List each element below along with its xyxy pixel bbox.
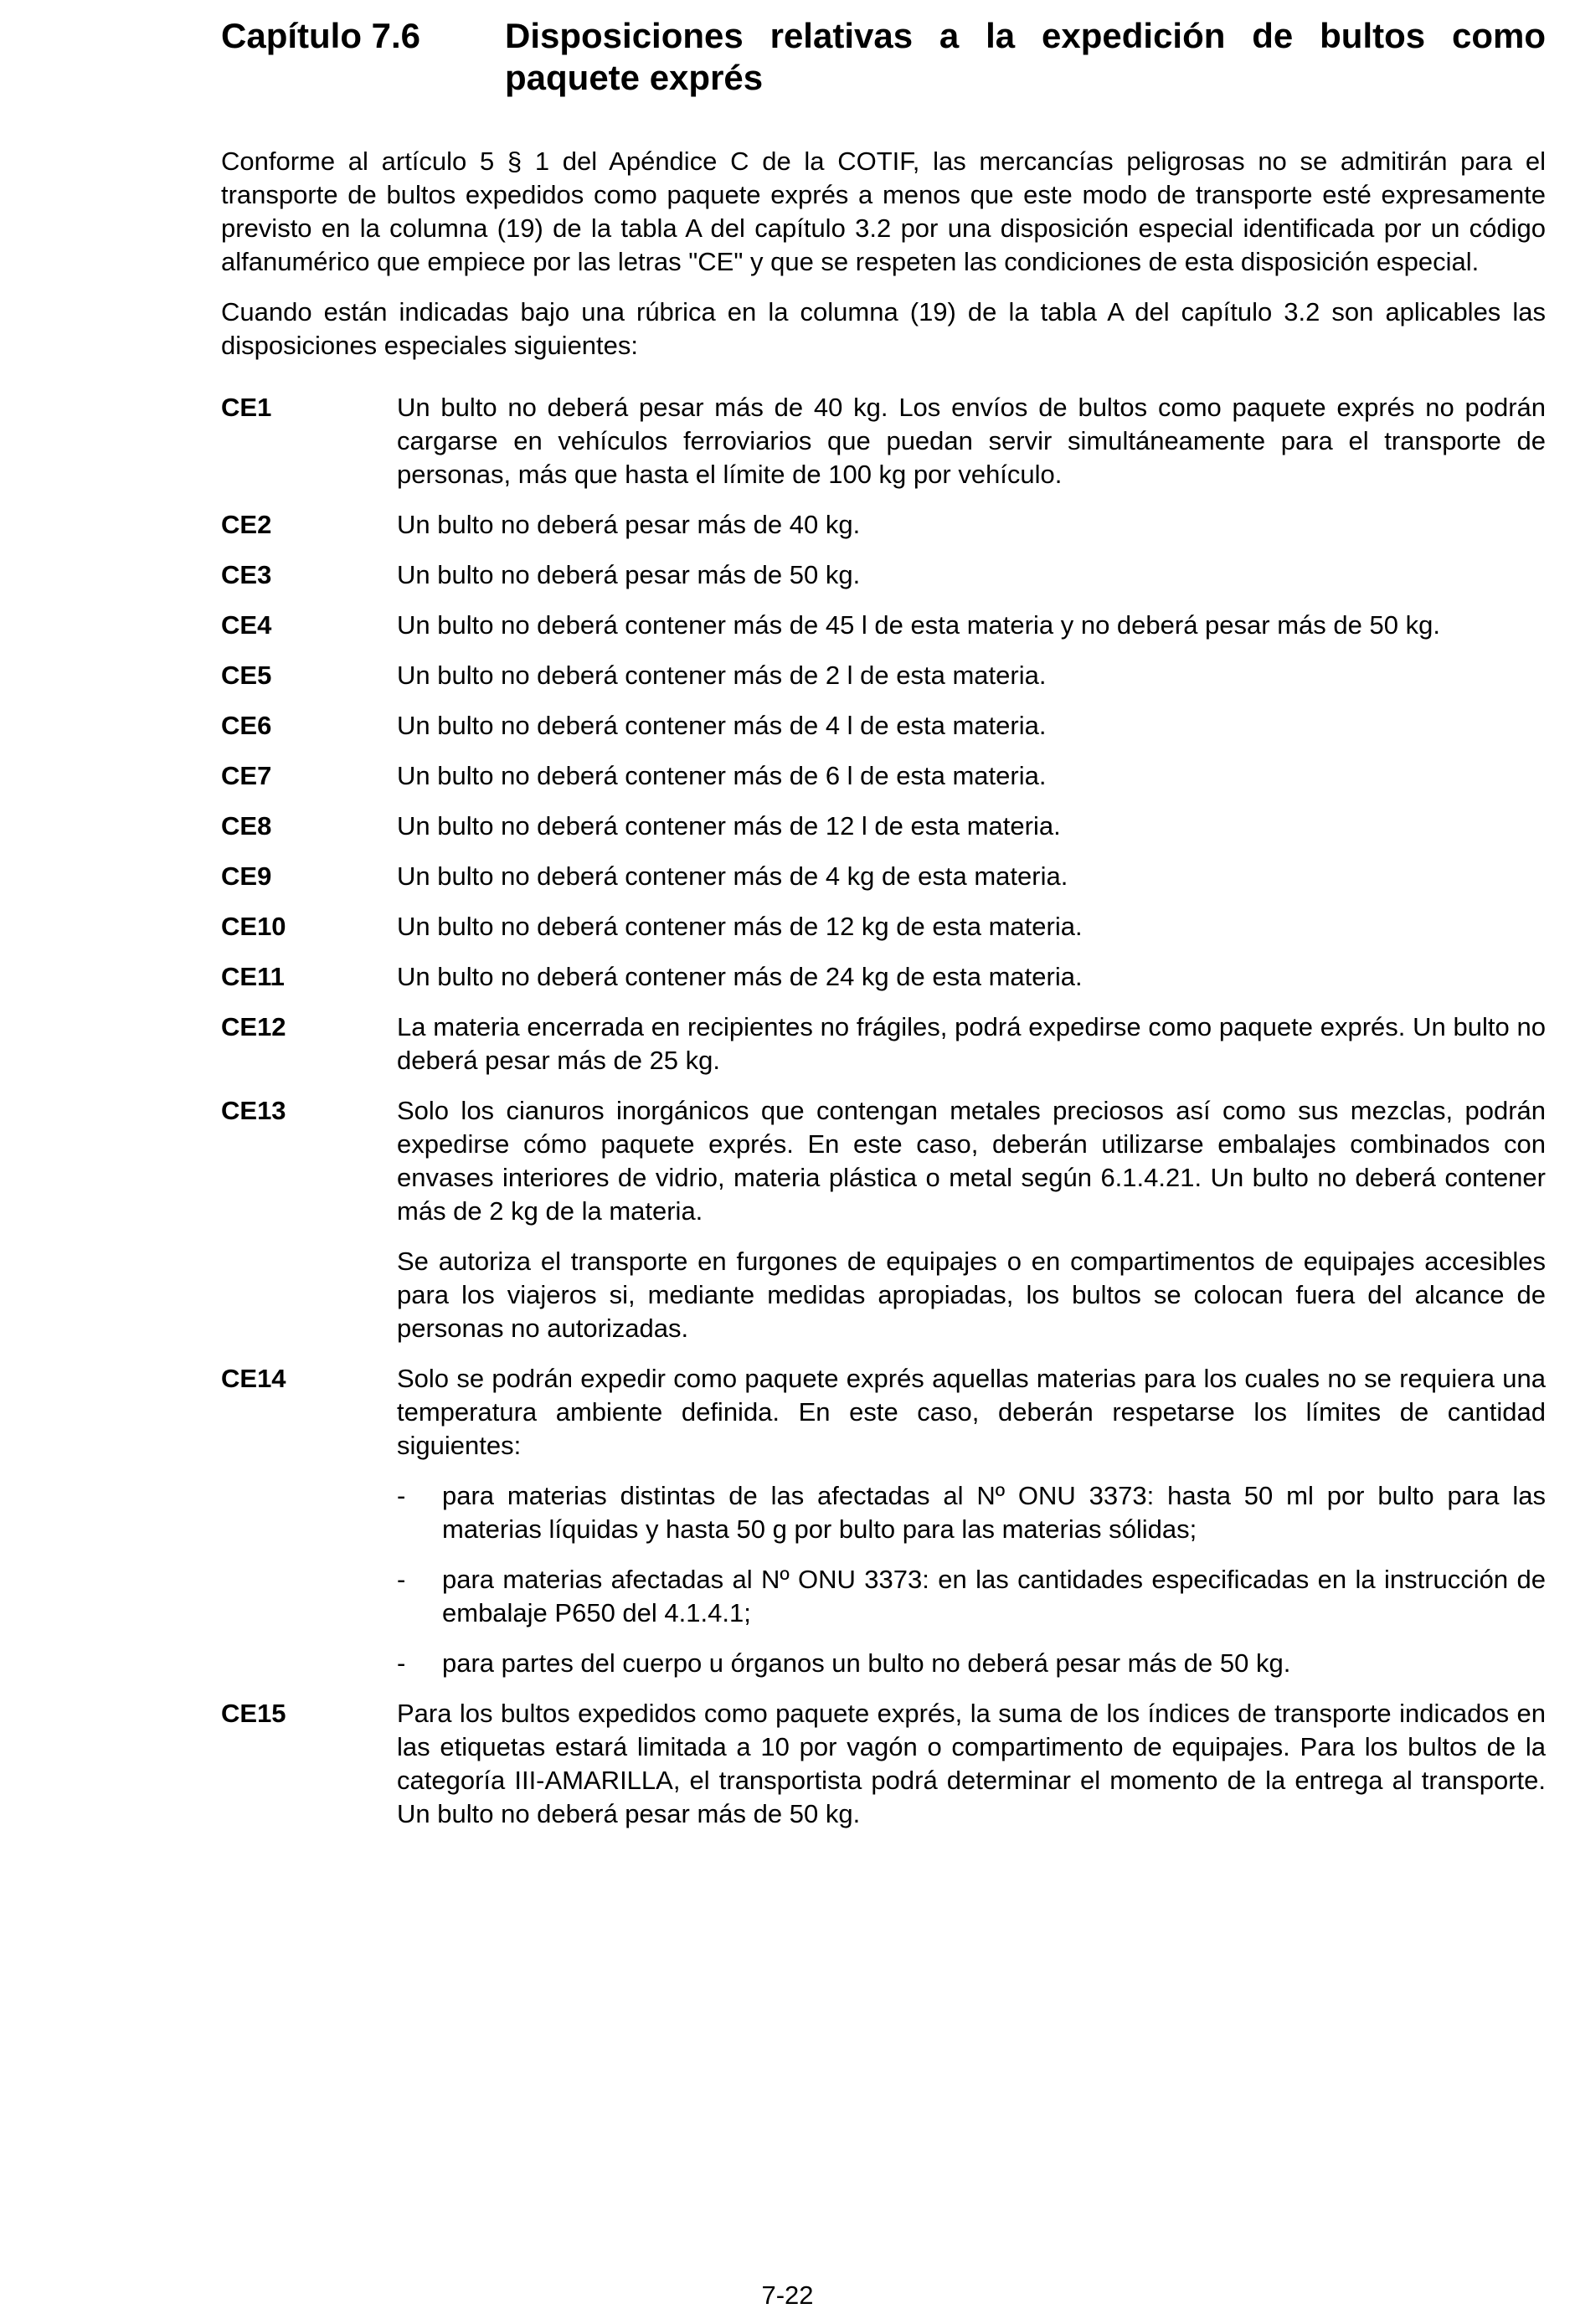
provision-code: CE11 — [221, 962, 285, 991]
provision-ce5 — [221, 659, 1546, 692]
provision-ce2 — [221, 508, 1546, 542]
provision-code: CE7 — [221, 761, 272, 790]
special-provisions-list — [221, 391, 1546, 1831]
intro-paragraph: Conforme al artículo 5 § 1 del Apéndice C de la COTIF, las mercancías peligrosas no se admitirán para el transporte de bultos expedidos como paquete exprés a menos que este modo de transporte esté expresamente previsto en la columna (19) de la tabla A del capítulo 3.2 por una disposición especial identificada por un código alfanumérico que empiece por las letras "CE" y que se respeten las condiciones de esta disposición especial. — [221, 147, 1546, 276]
provision-body — [397, 860, 1546, 893]
provision-text: Un bulto no deberá contener más de 2 l de esta materia. — [397, 661, 1047, 690]
provision-code: CE14 — [221, 1364, 286, 1393]
list-item — [397, 1479, 1546, 1546]
list-item — [397, 1563, 1546, 1630]
provision-ce10 — [221, 910, 1546, 943]
provision-ce3 — [221, 558, 1546, 592]
provision-code: CE6 — [221, 711, 272, 740]
provision-ce9 — [221, 860, 1546, 893]
provision-ce11 — [221, 960, 1546, 994]
provision-text: Un bulto no deberá pesar más de 40 kg. — [397, 510, 861, 539]
provision-code: CE13 — [221, 1096, 286, 1125]
provision-body — [397, 1094, 1546, 1345]
provision-body — [397, 391, 1546, 491]
provision-text: Para los bultos expedidos como paquete exprés, la suma de los índices de transporte indicados en las etiquetas estará limitada a 10 por vagón o compartimento de equipajes. Para los bultos de la categoría III-AMARILLA, el transportista podrá determinar el momento de la entrega al transporte. Un bulto no deberá pesar más de 50 kg. — [397, 1699, 1546, 1828]
provision-code: CE1 — [221, 393, 272, 422]
provision-code: CE15 — [221, 1699, 286, 1728]
document-page — [221, 15, 1546, 1848]
provision-ce4 — [221, 609, 1546, 642]
provision-text: La materia encerrada en recipientes no frágiles, podrá expedirse como paquete exprés. Un bulto no deberá pesar más de 25 kg. — [397, 1012, 1546, 1075]
provision-ce12 — [221, 1010, 1546, 1077]
provision-text: Un bulto no deberá contener más de 45 l de esta materia y no deberá pesar más de 50 kg. — [397, 610, 1440, 640]
chapter-title: Disposiciones relativas a la expedición de bultos como paquete exprés — [505, 16, 1546, 97]
provision-code: CE4 — [221, 610, 272, 640]
dash-bullet: - — [397, 1481, 406, 1510]
provision-text: Solo los cianuros inorgánicos que contengan metales preciosos así como sus mezclas, podrán expedirse cómo paquete exprés. En este caso, deberán utilizarse embalajes combinados con envases interiores de vidrio, materia plástica o metal según 6.1.4.21. Un bulto no deberá contener más de 2 kg de la materia. — [397, 1096, 1546, 1226]
provision-text: Se autoriza el transporte en furgones de equipajes o en compartimentos de equipajes accesibles para los viajeros si, mediante medidas apropiadas, los bultos se colocan fuera del alcance de personas no autorizadas. — [397, 1247, 1546, 1343]
quantity-limits-list — [397, 1479, 1546, 1680]
list-item — [397, 1647, 1546, 1680]
provision-code: CE12 — [221, 1012, 286, 1041]
provision-body — [397, 609, 1546, 642]
provision-ce14 — [221, 1362, 1546, 1680]
provision-body — [397, 1362, 1546, 1680]
provision-code: CE9 — [221, 861, 272, 891]
provision-text: Un bulto no deberá contener más de 6 l de esta materia. — [397, 761, 1047, 790]
provision-body — [397, 759, 1546, 793]
intro-paragraph: Cuando están indicadas bajo una rúbrica en la columna (19) de la tabla A del capítulo 3.2 son aplicables las disposiciones especiales siguientes: — [221, 297, 1546, 360]
provision-body — [397, 910, 1546, 943]
list-item-text: para partes del cuerpo u órganos un bulto no deberá pesar más de 50 kg. — [442, 1648, 1291, 1678]
chapter-number: Capítulo 7.6 — [221, 16, 421, 55]
provision-text: Solo se podrán expedir como paquete exprés aquellas materias para los cuales no se requiera una temperatura ambiente definida. En este caso, deberán respetarse los límites de cantidad siguientes: — [397, 1364, 1546, 1460]
provision-code: CE10 — [221, 912, 286, 941]
dash-bullet: - — [397, 1648, 406, 1678]
provision-ce15 — [221, 1697, 1546, 1831]
provision-body — [397, 508, 1546, 542]
provision-code: CE5 — [221, 661, 272, 690]
provision-code: CE3 — [221, 560, 272, 589]
provision-text: Un bulto no deberá contener más de 24 kg de esta materia. — [397, 962, 1083, 991]
provision-text: Un bulto no deberá pesar más de 40 kg. Los envíos de bultos como paquete exprés no podrán cargarse en vehículos ferroviarios que puedan servir simultáneamente para el transporte de personas, más que hasta el límite de 100 kg por vehículo. — [397, 393, 1546, 489]
provision-ce13 — [221, 1094, 1546, 1345]
provision-ce8 — [221, 810, 1546, 843]
provision-text: Un bulto no deberá contener más de 12 l de esta materia. — [397, 811, 1061, 841]
provision-body — [397, 1697, 1546, 1831]
provision-body — [397, 659, 1546, 692]
provision-body — [397, 1010, 1546, 1077]
provision-ce6 — [221, 709, 1546, 743]
provision-ce1 — [221, 391, 1546, 491]
provision-text: Un bulto no deberá pesar más de 50 kg. — [397, 560, 861, 589]
provision-code: CE2 — [221, 510, 272, 539]
provision-body — [397, 810, 1546, 843]
provision-text: Un bulto no deberá contener más de 4 l de esta materia. — [397, 711, 1047, 740]
list-item-text: para materias distintas de las afectadas al Nº ONU 3373: hasta 50 ml por bulto para las materias líquidas y hasta 50 g por bulto para las materias sólidas; — [442, 1481, 1546, 1544]
dash-bullet: - — [397, 1565, 406, 1594]
provision-body — [397, 960, 1546, 994]
chapter-header — [221, 15, 1546, 99]
provision-ce7 — [221, 759, 1546, 793]
list-item-text: para materias afectadas al Nº ONU 3373: en las cantidades especificadas en la instrucción de embalaje P650 del 4.1.4.1; — [442, 1565, 1546, 1627]
page-number: 7-22 — [761, 2280, 814, 2310]
provision-body — [397, 558, 1546, 592]
provision-body — [397, 709, 1546, 743]
provision-code: CE8 — [221, 811, 272, 841]
provision-text: Un bulto no deberá contener más de 12 kg de esta materia. — [397, 912, 1083, 941]
provision-text: Un bulto no deberá contener más de 4 kg de esta materia. — [397, 861, 1068, 891]
